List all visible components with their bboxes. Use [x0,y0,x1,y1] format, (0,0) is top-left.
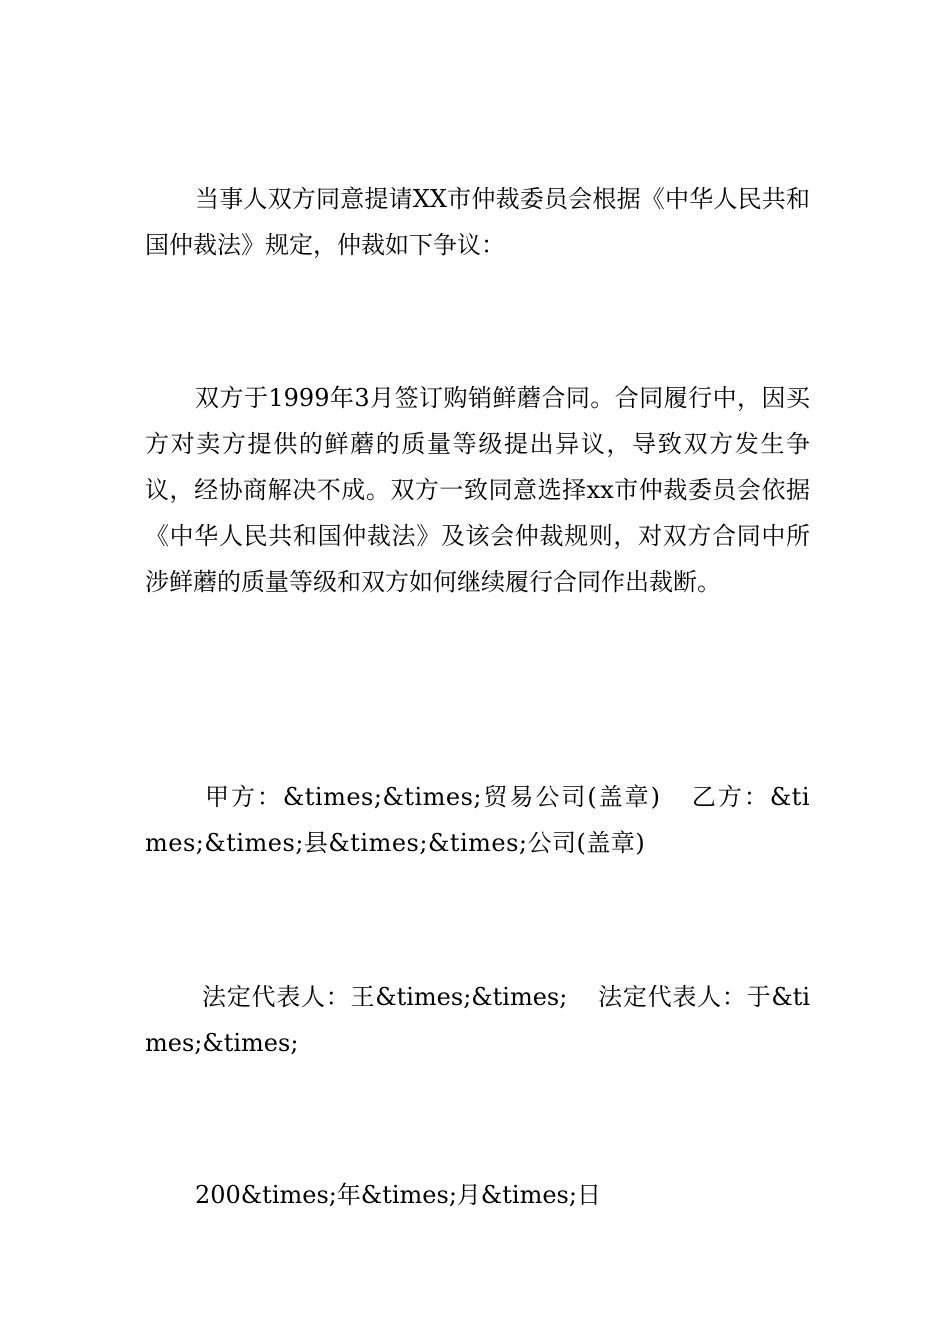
party-a: 甲方：&times;&times;贸易公司(盖章) [205,783,661,811]
party-b: 乙方：&times;&times;县&times;&times;公司(盖章) [145,783,810,857]
paragraph-arbitration-request: 当事人双方同意提请XX市仲裁委员会根据《中华人民共和国仲裁法》规定，仲裁如下争议： [145,185,810,259]
representatives-line [145,974,810,1066]
parties-line [145,774,810,866]
paragraph-dispute-description: 双方于1999年3月签订购销鲜蘑合同。合同履行中，因买方对卖方提供的鲜蘑的质量等级提出异议，导致双方发生争议，经协商解决不成。双方一致同意选择xx市仲裁委员会依据《中华人民共和国仲裁法》及该会仲裁规则，对双方合同中所涉鲜蘑的质量等级和双方如何继续履行合同作出裁断。 [145,384,810,596]
date-line: 200&times;年&times;月&times;日 [195,1181,601,1209]
representative-a: 法定代表人：王&times;&times; [202,983,568,1011]
representative-b: 法定代表人：于&times;&times; [145,983,811,1057]
